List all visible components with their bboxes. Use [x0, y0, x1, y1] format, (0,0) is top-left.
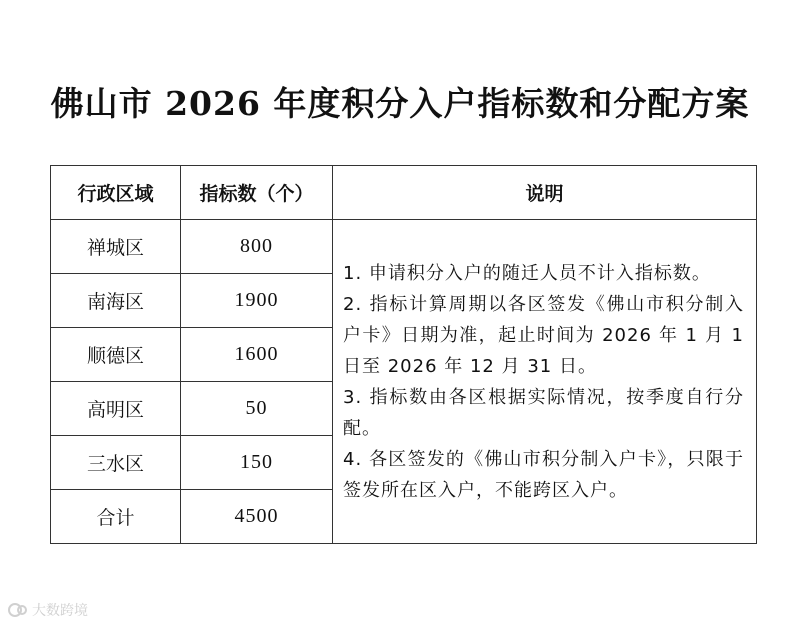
quota-cell: 800: [181, 220, 333, 274]
region-cell: 禅城区: [51, 220, 181, 274]
region-cell: 南海区: [51, 274, 181, 328]
watermark-text: 大数跨境: [32, 603, 88, 619]
total-quota-cell: 4500: [181, 490, 333, 544]
watermark: [8, 599, 88, 621]
table-header-row: [51, 166, 757, 220]
quota-cell: 1600: [181, 328, 333, 382]
header-quota: 指标数（个）: [181, 166, 333, 220]
region-cell: 顺德区: [51, 328, 181, 382]
page-title: 佛山市 2026 年度积分入户指标数和分配方案: [50, 84, 750, 123]
note-item: 3. 指标数由各区根据实际情况，按季度自行分配。: [343, 386, 744, 439]
region-cell: 高明区: [51, 382, 181, 436]
header-notes: 说明: [333, 166, 757, 220]
quota-cell: 50: [181, 382, 333, 436]
note-item: 1. 申请积分入户的随迁人员不计入指标数。: [343, 262, 711, 284]
quota-cell: 1900: [181, 274, 333, 328]
quota-cell: 150: [181, 436, 333, 490]
quota-table: [50, 165, 757, 544]
note-item: 2. 指标计算周期以各区签发《佛山市积分制入户卡》日期为准，起止时间为 2026 年 1 月 1 日至 2026 年 12 月 31 日。: [343, 293, 744, 377]
brand-logo-icon: [8, 601, 28, 619]
region-cell: 三水区: [51, 436, 181, 490]
table-row: [51, 220, 757, 274]
note-item: 4. 各区签发的《佛山市积分制入户卡》，只限于签发所在区入户，不能跨区入户。: [343, 448, 744, 501]
notes-cell: [333, 220, 757, 544]
total-label-cell: 合计: [51, 490, 181, 544]
header-region: 行政区域: [51, 166, 181, 220]
